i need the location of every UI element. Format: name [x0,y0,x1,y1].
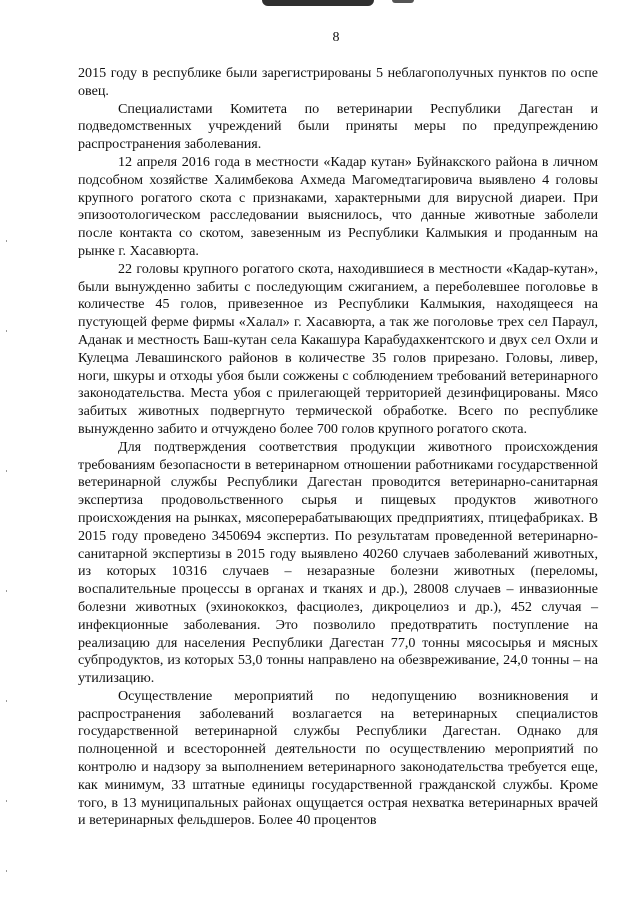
paragraph-sheep-pox-continuation: 2015 году в республике были зарегистрированы 5 неблагополучных пунктов по оспе овец. [78,65,598,99]
scan-margin-specks [6,0,8,905]
paragraph-viral-diarrhea-outbreak: 12 апреля 2016 года в местности «Кадар кутан» Буйнакского района в личном подсобном хозяйстве Халимбекова Ахмеда Магомедтагировича выявлено 4 головы крупного рогатого скота с признаками, характерными для вирусной диареи. При эпизоотологическом расследовании выяснилось, что данные животные заболели после контакта со скотом, завезенным из Республики Калмыкия и проданным на рынке г. Хасавюрта. [78,153,598,259]
document-body [78,65,598,830]
scan-artifact-mark-small [392,0,414,3]
paragraph-cattle-slaughter: 22 головы крупного рогатого скота, находившиеся в местности «Кадар-кутан», были вынужденно забиты с последующим сжиганием, а переболевшее поголовье в количестве 45 голов, привезенное из Республики Калмыкия, находящееся на пустующей ферме фирмы «Халал» г. Хасавюрта, а так же поголовье трех сел Параул, Аданак и местность Баш-кутан села Какашура Карабудахкентского и двух сел Охли и Кулецма Левашинского районов в количестве 35 голов прирезано. Головы, ливер, ноги, шкуры и отходы убоя были сожжены с соблюдением требований ветеринарного законодательства. Места убоя с прилегающей территорией дезинфицированы. Мясо забитых животных подвергнуто термической обработке. Всего по республике вынужденно забито и отчуждено более 700 голов крупного рогатого скота. [78,260,598,437]
page-number: 8 [332,30,340,45]
paragraph-vet-sanitary-expertise: Для подтверждения соответствия продукции животного происхождения требованиям безопасности в ветеринарном отношении работниками государственной ветеринарной службы Республики Дагестан проводится ветеринарно-санитарная экспертиза продовольственного сырья и пищевых продуктов животного происхождения на рынках, мясоперерабатывающих предприятиях, птицефабриках. В 2015 году проведено 3450694 экспертиз. По результатам проведенной ветеринарно-санитарной экспертизы в 2015 году выявлено 40260 случаев заболеваний животных, из которых 10316 случаев – незаразные болезни животных (переломы, воспалительные процессы в органах и тканях и др.), 28008 случаев – инвазионные болезни животных (эхинококкоз, фасциолез, дикроцелиоз и др.), 452 случая – инфекционные заболевания. Это позволило предотвратить поступление на реализацию для населения Республики Дагестан 77,0 тонны мясосырья и мясных субпродуктов, из которых 53,0 тонны направлено на обезвреживание, 24,0 тонны – на утилизацию. [78,438,598,687]
paragraph-staffing-shortage: Осуществление мероприятий по недопущению возникновения и распространения заболеваний возлагается на ветеринарных специалистов государственной ветеринарной службы Республики Дагестан. Однако для полноценной и всесторонней деятельности по осуществлению мероприятий по контролю и надзору за выполнением ветеринарного законодательства требуется еще, как минимум, 33 штатные единицы государственной гражданской службы. Кроме того, в 13 муниципальных районах ощущается острая нехватка ветеринарных врачей и ветеринарных фельдшеров. Более 40 процентов [78,687,598,829]
paragraph-committee-measures: Специалистами Комитета по ветеринарии Республики Дагестан и подведомственных учреждений были приняты меры по предупреждению распространения заболевания. [78,100,598,153]
scan-artifact-mark [262,0,374,6]
